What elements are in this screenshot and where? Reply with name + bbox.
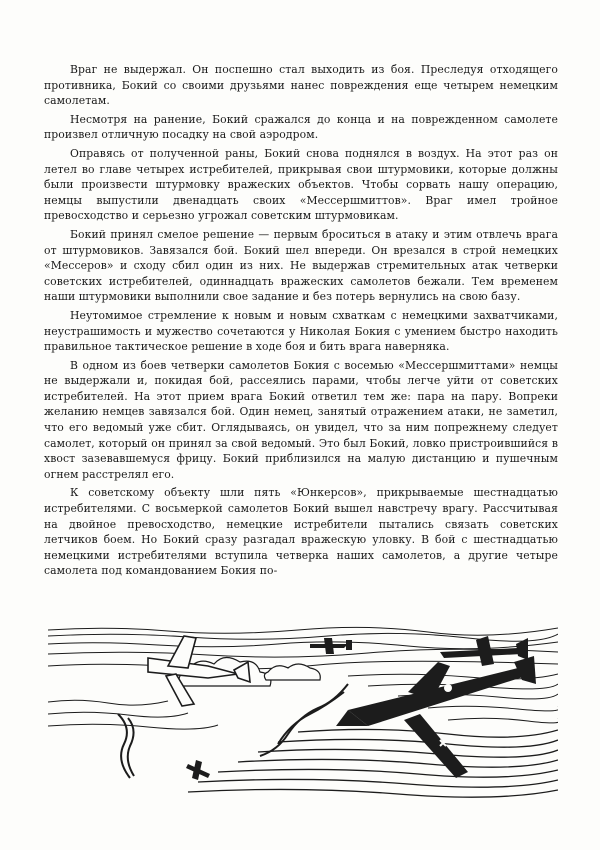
paragraph-2: Несмотря на ранение, Бокий сражался до конца и на поврежденном самолете произвел отличную посадку на свой аэродром. <box>44 112 558 142</box>
body-text <box>44 62 558 582</box>
paragraph-7: К советскому объекту шли пять «Юнкерсов», прикрываемые шестнадцатью истребителями. С восьмеркой самолетов Бокий вышел навстречу врагу. Рассчитывая на двойное превосходство, немецкие истребители пытались связать советских летчиков боем. Но Бокий сразу разгадал вражескую уловку. В бой с шестнадцатью немецкими истребителями вступила четверка наших самолетов, а другие четыре самолета под командованием Бокия по- <box>44 486 558 578</box>
paragraph-4: Бокий принял смелое решение — первым броситься в атаку и этим отвлечь врага от штурмовиков. Завязался бой. Бокий шел впереди. Он врезался в строй немецких «Мессеров» и сходу сбил один из них. Не выдержав стремительных атак четверки советских истребителей, одиннадцать вражеских самолетов бежали. Тем временем наши штурмовики выполнили свое задание и без потерь вернулись на свою базу. <box>44 227 558 304</box>
paragraph-1: Враг не выдержал. Он поспешно стал выходить из боя. Преследуя отходящего противника, Бокий со своими друзьями нанес повреждения еще четырем немецким самолетам. <box>44 63 558 108</box>
air-battle-illustration <box>48 622 558 800</box>
paragraph-3: Оправясь от полученной раны, Бокий снова поднялся в воздух. На этот раз он летел во главе четырех истребителей, прикрывая свои штурмовики, которые должны были произвести штурмовку вражеских объектов. Чтобы сорвать нашу операцию, немцы выпустили двенадцать своих «Мессершмиттов». Враг имел тройное превосходство и серьезно угрожал советским штурмовикам. <box>44 146 558 223</box>
paragraph-5: Неутомимое стремление к новым и новым схваткам с немецкими захватчиками, неустрашимость и мужество сочетаются у Николая Бокия с умением быстро находить правильное тактическое решение в ходе боя и бить врага наверняка. <box>44 308 558 354</box>
air-battle-engraving-icon <box>48 622 558 800</box>
paragraph-6: В одном из боев четверки самолетов Бокия с восемью «Мессершмиттами» немцы не выдержали и, покидая бой, рассеялись парами, чтобы легче уйти от советских истребителей. На этот прием врага Бокий ответил тем же: пара на пару. Вопреки желанию немцев завязался бой. Один немец, занятый отражением атаки, не заметил, что его ведомый уже сбит. Оглядываясь, он увидел, что за ним попрежнему следует самолет, который он принял за свой ведомый. Это был Бокий, ловко пристроившийся в хвост зазевавшемуся фрицу. Бокий приблизился на малую дистанцию и пушечным огнем расстрелял его. <box>44 358 558 481</box>
